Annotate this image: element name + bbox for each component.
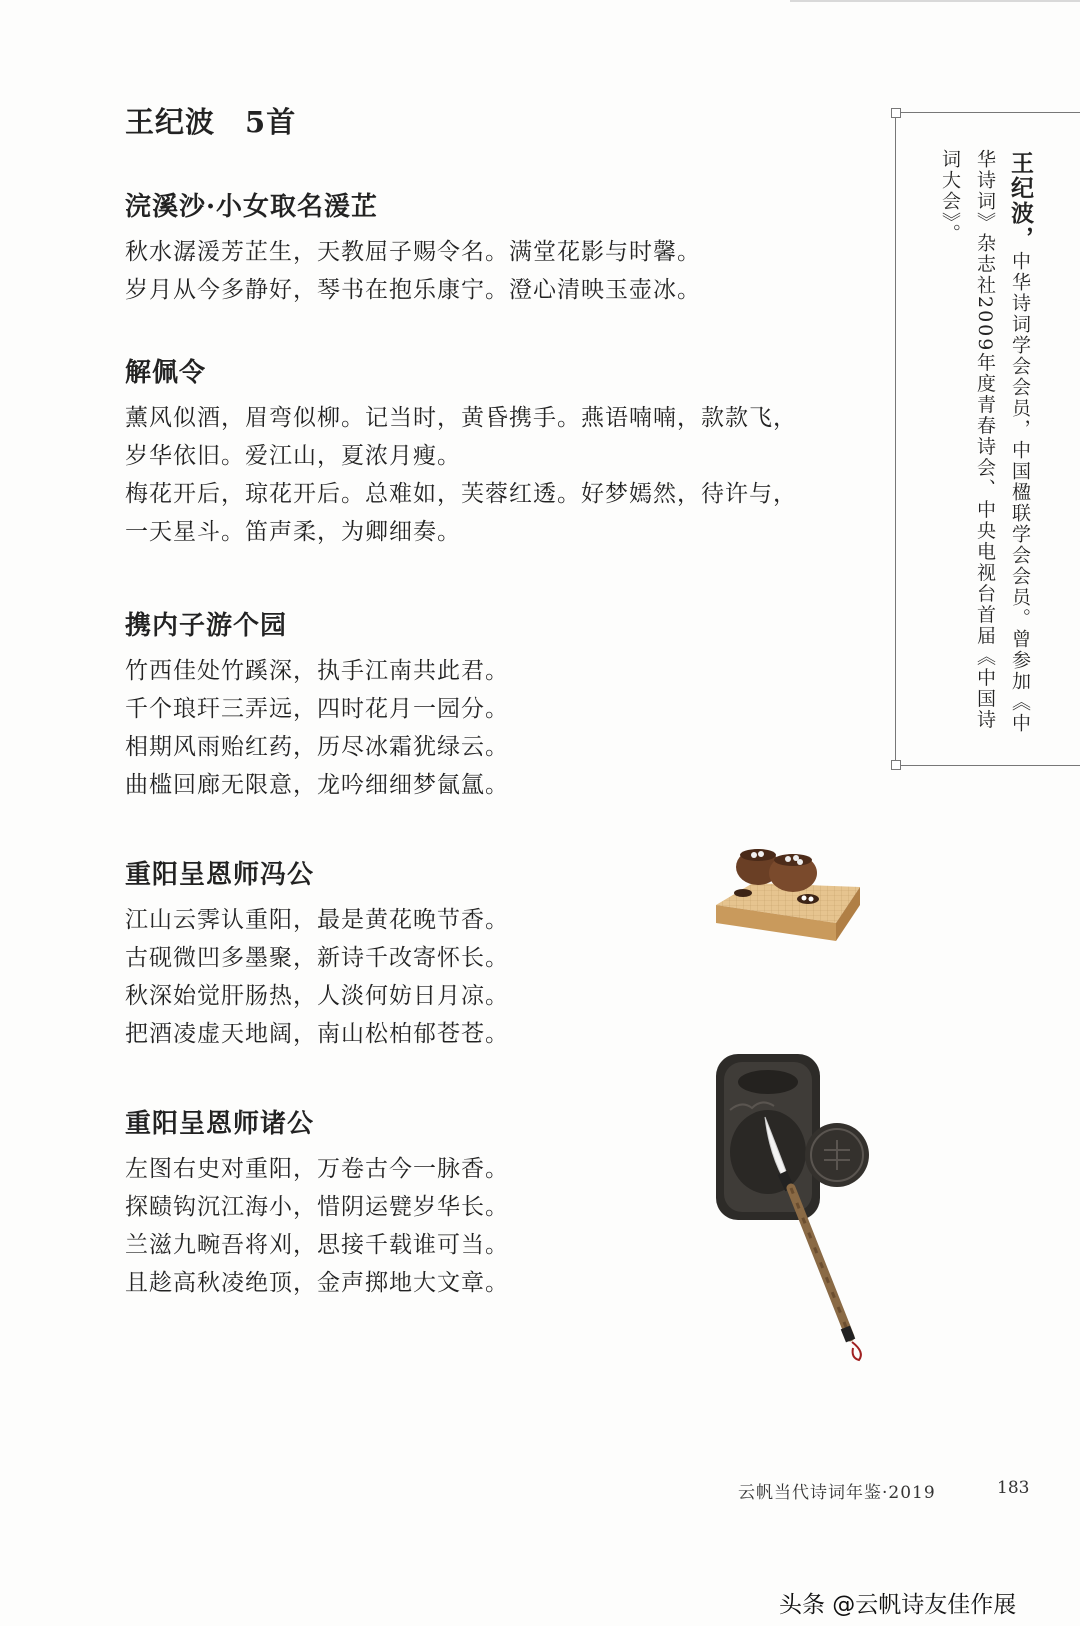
author-name: 王纪波 <box>125 105 216 139</box>
poem-1 <box>125 186 701 309</box>
poem-line: 把酒凌虚天地阔，南山松柏郁苍苍。 <box>125 1021 509 1047</box>
poem-line: 探赜钩沉江海小，惜阴运甓岁华长。 <box>125 1194 509 1220</box>
bio-column-2: 华诗词》杂志社2009年度青春诗会、中央电视台首届《中国诗 <box>974 149 996 731</box>
poem-line: 相期风雨贻红药，历尽冰霜犹绿云。 <box>125 734 509 760</box>
poem-line: 千个琅玕三弄远，四时花月一园分。 <box>125 696 509 722</box>
poem-line: 岁华依旧。爱江山，夏浓月瘦。 <box>125 443 461 469</box>
poem-line: 岁月从今多静好，琴书在抱乐康宁。澄心清映玉壶冰。 <box>125 277 701 303</box>
poem-line: 曲槛回廊无限意，龙吟细细梦氤氲。 <box>125 772 509 798</box>
poem-line: 江山云霁认重阳，最是黄花晚节香。 <box>125 907 509 933</box>
poem-4 <box>125 854 509 1053</box>
poem-line: 古砚微凹多墨聚，新诗千改寄怀长。 <box>125 945 509 971</box>
poem-title: 携内子游个园 <box>125 611 288 641</box>
poem-line: 秋水潺湲芳芷生，天教屈子赐令名。满堂花影与时馨。 <box>125 239 701 265</box>
poem-2 <box>125 352 797 551</box>
poem-title: 浣溪沙·小女取名湲芷 <box>125 192 379 222</box>
author-bio-box <box>895 112 1080 766</box>
poem-title: 解佩令 <box>125 358 207 388</box>
book-title-footer: 云帆当代诗词年鉴·2019 <box>738 1483 936 1503</box>
bio-text: 中华诗词学会会员，中国楹联学会会员。曾参加《中 <box>1009 251 1031 734</box>
top-rule <box>790 0 1080 8</box>
bio-column-1 <box>1008 151 1032 734</box>
go-board-icon <box>708 845 868 960</box>
bio-name: 王纪波， <box>1007 151 1034 251</box>
source-watermark: 头条 @云帆诗友佳作展 <box>779 1592 1017 1618</box>
poem-line: 梅花开后，琼花开后。总难如，芙蓉红透。好梦嫣然，待许与， <box>125 481 797 507</box>
poem-line: 竹西佳处竹蹊深，执手江南共此君。 <box>125 658 509 684</box>
author-heading <box>125 100 296 141</box>
poem-line: 兰滋九畹吾将刈，思接千载谁可当。 <box>125 1232 509 1258</box>
brush-icon <box>755 1112 880 1362</box>
poem-line: 薰风似酒，眉弯似柳。记当时，黄昏携手。燕语喃喃，款款飞， <box>125 405 797 431</box>
poem-line: 秋深始觉肝肠热，人淡何妨日月凉。 <box>125 983 509 1009</box>
frame-corner <box>891 760 901 770</box>
page-number: 183 <box>997 1478 1030 1498</box>
frame-corner <box>891 108 901 118</box>
bio-column-3: 词大会》。 <box>939 149 961 245</box>
poem-title: 重阳呈恩师冯公 <box>125 860 315 890</box>
poem-line: 一天星斗。笛声柔，为卿细奏。 <box>125 519 461 545</box>
poem-3 <box>125 605 509 804</box>
poem-5 <box>125 1103 509 1302</box>
poem-title: 重阳呈恩师诸公 <box>125 1109 315 1139</box>
poem-line: 左图右史对重阳，万卷古今一脉香。 <box>125 1156 509 1182</box>
poem-count: 5首 <box>245 105 297 139</box>
poem-line: 且趁高秋凌绝顶，金声掷地大文章。 <box>125 1270 509 1296</box>
